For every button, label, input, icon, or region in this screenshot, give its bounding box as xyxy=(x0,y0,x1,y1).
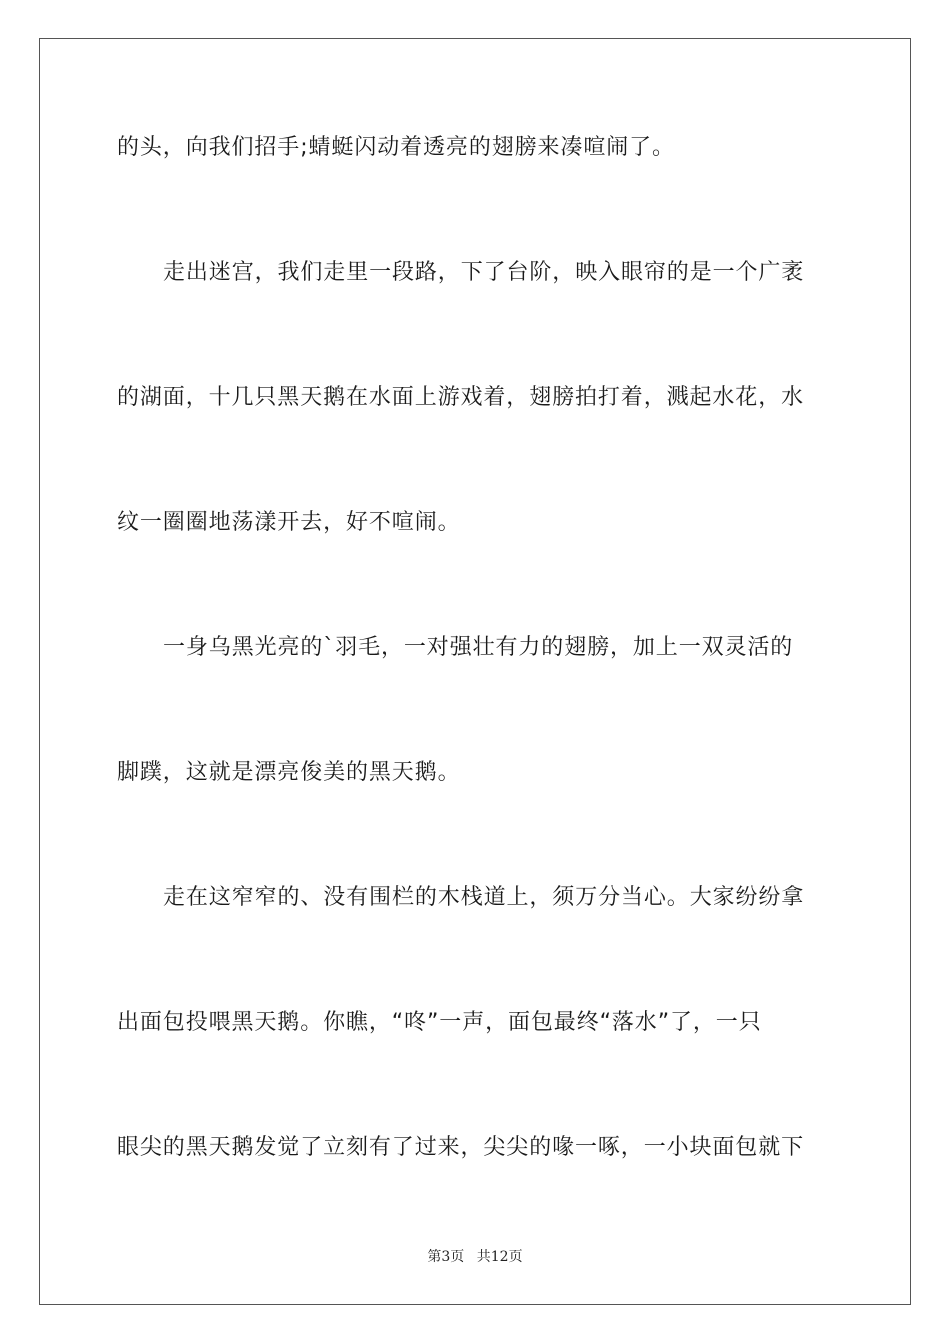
page-number: 第3页 xyxy=(427,1249,465,1265)
page-total: 共12页 xyxy=(476,1249,523,1265)
paragraph-4-line-3: 眼尖的黑天鹅发觉了立刻有了过来，尖尖的喙一啄，一小块面包就下 xyxy=(117,1135,805,1160)
paragraph-4-line-1: 走在这窄窄的、没有围栏的木栈道上，须万分当心。大家纷纷拿 xyxy=(163,885,805,910)
paragraph-3-line-1: 一身乌黑光亮的`羽毛，一对强壮有力的翅膀，加上一双灵活的 xyxy=(163,635,794,660)
page-footer xyxy=(0,1247,950,1267)
paragraph-3-line-2: 脚蹼，这就是漂亮俊美的黑天鹅。 xyxy=(117,760,461,785)
paragraph-4-line-2: 出面包投喂黑天鹅。你瞧，“咚”一声，面包最终“落水”了，一只 xyxy=(117,1010,762,1035)
paragraph-2-line-3: 纹一圈圈地荡漾开去，好不喧闹。 xyxy=(117,510,461,535)
paragraph-2-line-2: 的湖面，十几只黑天鹅在水面上游戏着，翅膀拍打着，溅起水花，水 xyxy=(117,385,805,410)
text-line-1: 的头，向我们招手;蜻蜓闪动着透亮的翅膀来凑喧闹了。 xyxy=(117,135,675,160)
paragraph-2-line-1: 走出迷宫，我们走里一段路，下了台阶，映入眼帘的是一个广袤 xyxy=(163,260,805,285)
page-border xyxy=(39,38,911,1305)
